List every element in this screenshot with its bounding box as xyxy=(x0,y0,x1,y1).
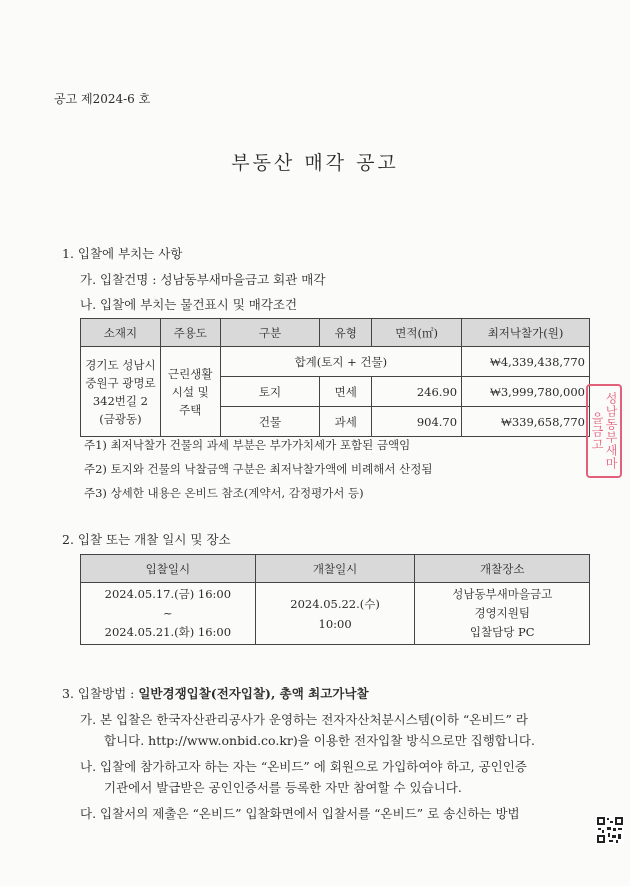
place-line: 성남동부새마을금고 xyxy=(452,587,553,601)
open-date: 2024.05.22.(수) xyxy=(290,596,380,611)
row-type: 면세 xyxy=(320,377,372,407)
open-time: 10:00 xyxy=(318,616,352,631)
section3-da-line1: 다. 입찰서의 제출은 “온비드” 입찰화면에서 입찰서를 “온비드” 로 송신하는 방법 xyxy=(80,806,520,821)
document-number: 공고 제2024-6 호 xyxy=(54,92,151,106)
header-min-price: 최저낙찰가(원) xyxy=(462,319,590,347)
bid-tilde: ~ xyxy=(163,606,173,620)
section3-ga-line2: 합니다. http://www.onbid.co.kr)을 이용한 전자입찰 방식으로만 집행합니다. xyxy=(104,733,535,748)
header-area: 면적(㎡) xyxy=(372,319,462,347)
stamp-text: 성남동부새마을금고 xyxy=(590,392,618,470)
schedule-table-header xyxy=(81,555,590,583)
header-location: 소재지 xyxy=(81,319,161,347)
location-line: 경기도 성남시 xyxy=(85,357,156,372)
table-row xyxy=(81,583,590,645)
page-title: 부동산 매각 공고 xyxy=(231,152,399,174)
row-price: ₩339,658,770 xyxy=(462,407,590,437)
seal-stamp xyxy=(586,384,622,478)
place-line: 입찰담당 PC xyxy=(469,625,535,639)
section3-heading xyxy=(62,684,369,702)
section1-item-ga: 가. 입찰건명 : 성남동부새마을금고 회관 매각 xyxy=(80,272,326,287)
use-cell xyxy=(160,347,220,437)
section3-ga-line1: 가. 본 입찰은 한국자산관리공사가 운영하는 전자자산처분시스템(이하 “온비드” 라 xyxy=(80,712,528,727)
location-line: (금광동) xyxy=(99,411,142,426)
section3-na-line2: 기관에서 발급받은 공인인증서를 등록한 자만 참여할 수 있습니다. xyxy=(104,780,462,795)
header-open-datetime: 개찰일시 xyxy=(255,555,415,583)
row-category: 토지 xyxy=(220,377,320,407)
section3-na-line1: 나. 입찰에 참가하고자 하는 자는 “온비드” 에 회원으로 가입하여야 하고, 공인인증 xyxy=(80,759,527,774)
header-use: 주용도 xyxy=(160,319,220,347)
use-line: 주택 xyxy=(179,402,202,417)
section1-item-na: 나. 입찰에 부치는 물건표시 및 매각조건 xyxy=(80,297,298,312)
header-bid-datetime: 입찰일시 xyxy=(81,555,256,583)
header-category: 구분 xyxy=(220,319,320,347)
location-line: 중원구 광명로 xyxy=(85,375,156,390)
section3-heading-prefix: 3. 입찰방법 : xyxy=(62,686,139,701)
section2-heading: 2. 입찰 또는 개찰 일시 및 장소 xyxy=(62,532,231,547)
qr-code-icon xyxy=(596,816,624,844)
place-line: 경영지원팀 xyxy=(474,606,530,620)
property-table xyxy=(80,318,590,437)
open-datetime-cell xyxy=(255,583,415,645)
schedule-table xyxy=(80,554,590,645)
bid-start: 2024.05.17.(금) 16:00 xyxy=(104,587,232,601)
note-2: 주2) 토지와 건물의 낙찰금액 구분은 최저낙찰가액에 비례해서 산정됨 xyxy=(84,462,433,476)
row-area: 246.90 xyxy=(372,377,462,407)
bid-end: 2024.05.21.(화) 16:00 xyxy=(104,625,232,639)
total-price: ₩4,339,438,770 xyxy=(462,347,590,377)
property-table-header xyxy=(81,319,590,347)
header-open-place: 개찰장소 xyxy=(415,555,590,583)
use-line: 시설 및 xyxy=(171,384,209,399)
row-price: ₩3,999,780,000 xyxy=(462,377,590,407)
row-category: 건물 xyxy=(220,407,320,437)
use-line: 근린생활 xyxy=(168,366,213,381)
open-place-cell xyxy=(415,583,590,645)
section3-heading-method: 일반경쟁입찰(전자입찰), 총액 최고가낙찰 xyxy=(138,686,369,701)
location-line: 342번길 2 xyxy=(92,393,148,408)
header-type: 유형 xyxy=(320,319,372,347)
row-type: 과세 xyxy=(320,407,372,437)
section1-heading: 1. 입찰에 부치는 사항 xyxy=(62,246,183,261)
location-cell xyxy=(81,347,161,437)
note-1: 주1) 최저낙찰가 건물의 과세 부분은 부가가치세가 포함된 금액임 xyxy=(84,438,411,452)
row-area: 904.70 xyxy=(372,407,462,437)
bid-period-cell xyxy=(81,583,256,645)
note-3: 주3) 상세한 내용은 온비드 참조(계약서, 감정평가서 등) xyxy=(84,486,364,500)
table-row xyxy=(81,347,590,377)
total-label: 합계(토지 + 건물) xyxy=(220,347,461,377)
